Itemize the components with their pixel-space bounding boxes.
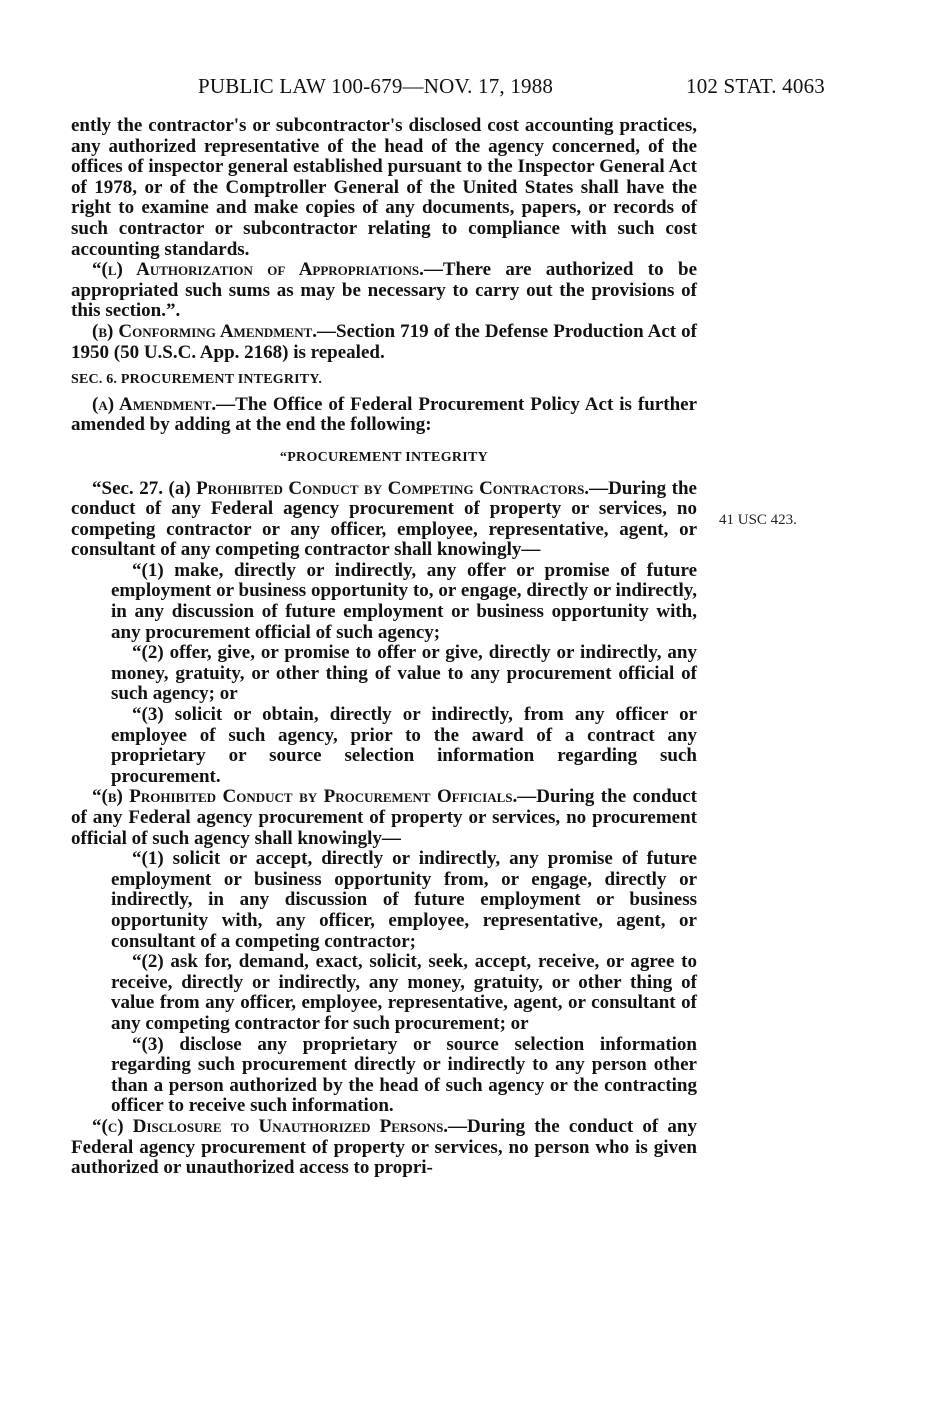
section-heading: SEC. 6. PROCUREMENT INTEGRITY. bbox=[71, 372, 323, 388]
document-body bbox=[71, 116, 697, 1179]
clause-b1: “(1) solicit or accept, directly or indirectly, any promise of future employment or business opportunity from, or engage, directly or indirectly, in any discussion of future employment or business opportunity with, any officer, employee, representative, agent, or consultant of a competing contractor; bbox=[111, 848, 697, 952]
paragraph-sec27a bbox=[71, 479, 697, 561]
clause-b2: “(2) ask for, demand, exact, solicit, seek, accept, receive, or agree to receive, directly or indirectly, any money, gratuity, or other thing of value from any officer, employee, representative, agent, or consultant of any competing contractor for such procurement; or bbox=[111, 951, 697, 1034]
clause-a1: “(1) make, directly or indirectly, any offer or promise of future employment or business opportunity to, or engage, directly or indirectly, in any discussion of future employment or business opportunity with, any procurement official of such agency; bbox=[111, 559, 697, 643]
subsection-heading: (a) Amendment. bbox=[92, 393, 217, 415]
paragraph-continuation: ently the contractor's or subcontractor's disclosed cost accounting practices, any authorized representative of the head of the agency concerned, of the offices of inspector general established pursuant to the Inspector General Act of 1978, or of the Comptroller General of the United States shall have the right to examine and make copies of any documents, papers, or records of such contractor or subcontractor relating to compliance with such cost accounting standards. bbox=[71, 115, 697, 260]
paragraph-sec27b bbox=[71, 787, 697, 849]
paragraph-text: —During the conduct of any Federal agency procurement of property or services, no person who is given authorized or unauthorized access to propri- bbox=[71, 1115, 697, 1179]
statute-page-number: 102 STAT. 4063 bbox=[686, 74, 825, 98]
subsection-heading: “(c) Disclosure to Unauthorized Persons. bbox=[92, 1115, 449, 1137]
clause-b3: “(3) disclose any proprietary or source selection information regarding such procurement directly or indirectly to any person other than a person authorized by the head of such agency or the contracting officer to receive such information. bbox=[111, 1033, 697, 1117]
subsection-heading: (b) Conforming Amendment. bbox=[92, 320, 318, 342]
paragraph-text: —The Office of Federal Procurement Policy Act is further amended by adding at the end the following: bbox=[71, 393, 697, 436]
section-lead: “Sec. 27. (a) bbox=[92, 477, 197, 499]
centered-heading: “PROCUREMENT INTEGRITY bbox=[279, 449, 489, 465]
paragraph-amendment bbox=[71, 395, 697, 436]
subsection-heading: “(l) Authorization of Appropriations. bbox=[92, 259, 424, 281]
paragraph-sec27c bbox=[71, 1117, 697, 1179]
running-header-title: PUBLIC LAW 100-679—NOV. 17, 1988 bbox=[198, 74, 554, 98]
paragraph-conforming-amendment bbox=[71, 322, 697, 363]
clause-a3: “(3) solicit or obtain, directly or indirectly, from any officer or employee of such agency, prior to the award of a contract any proprietary or source selection information regarding such procurement. bbox=[111, 704, 697, 787]
clause-a2: “(2) offer, give, or promise to offer or give, directly or indirectly, any money, gratuity, or other thing of value to any procurement official of such agency; or bbox=[111, 642, 697, 705]
paragraph-authorization bbox=[71, 260, 697, 322]
paragraph-text: —During the conduct of any Federal agency procurement of property or services, no competing contractor or any officer, employee, representative, agent, or consultant of any competing contractor shall knowingly— bbox=[71, 477, 697, 561]
margin-citation-note: 41 USC 423. bbox=[719, 512, 797, 528]
paragraph-text: —During the conduct of any Federal agency procurement of property or services, no procurement official of such agency shall knowingly— bbox=[71, 786, 698, 849]
paragraph-text: —Section 719 of the Defense Production Act of 1950 (50 U.S.C. App. 2168) is repealed. bbox=[71, 320, 697, 363]
paragraph-text: —There are authorized to be appropriated such sums as may be necessary to carry out the provisions of this section.”. bbox=[71, 259, 697, 322]
subsection-heading: “(b) Prohibited Conduct by Procurement Officials. bbox=[92, 786, 518, 808]
subsection-heading: Prohibited Conduct by Competing Contractors. bbox=[196, 477, 590, 499]
